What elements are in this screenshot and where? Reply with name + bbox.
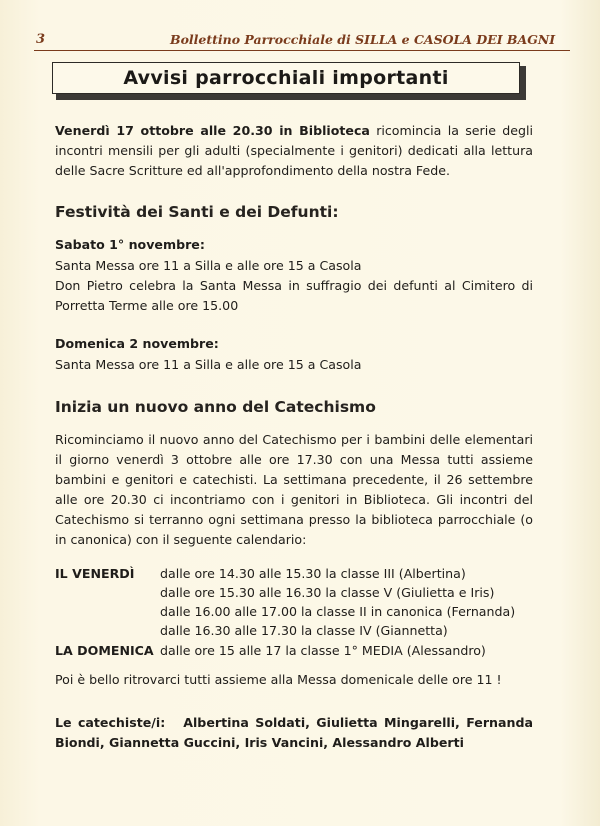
sabato-note-text: Don Pietro celebra la Santa Messa in suffragio dei defunti al Cimitero di Porretta Terme alle ore 15.00 <box>55 278 533 313</box>
bulletin-title: Bollettino Parrocchiale di SILLA e CASOLA DEI BAGNI <box>170 32 556 47</box>
santi-heading: Festività dei Santi e dei Defunti: <box>55 203 339 221</box>
closing-line: Poi è bello ritrovarci tutti assieme alla Messa domenicale delle ore 11 ! <box>55 672 502 687</box>
schedule-row: dalle 16.00 alle 17.00 la classe II in canonica (Fernanda) <box>160 604 516 619</box>
domenica-schedule-label: LA DOMENICA <box>55 643 154 658</box>
intro-paragraph <box>55 121 533 181</box>
page-number: 3 <box>36 32 46 47</box>
sabato-mass: Santa Messa ore 11 a Silla e alle ore 15 a Casola <box>55 258 362 273</box>
catechists-label: Le catechiste/i: <box>55 715 166 730</box>
sabato-label: Sabato 1° novembre: <box>55 237 205 252</box>
intro-text: ricomincia la serie degli incontri mensili per gli adulti (specialmente i genitori) dedicati alla lettura delle Sacre Scritture ed all'approfondimento della nostra Fede. <box>55 123 533 178</box>
header-rule <box>34 50 570 51</box>
schedule-row: dalle ore 15 alle 17 la classe 1° MEDIA (Alessandro) <box>160 643 486 658</box>
catechists-block <box>55 713 533 753</box>
main-title: Avvisi parrocchiali importanti <box>123 67 449 89</box>
catechists-names: Albertina Soldati, Giulietta Mingarelli, Fernanda Biondi, Giannetta Guccini, Iris Vancini, Alessandro Alberti <box>55 715 533 750</box>
catechismo-paragraph-text: Ricominciamo il nuovo anno del Catechismo per i bambini delle elementari il giorno venerdì 3 ottobre alle ore 17.30 con una Messa tutti assieme bambini e genitori e catechisti. La settimana precedente, il 26 settembre alle ore 20.30 ci incontriamo con i genitori in Biblioteca. Gli incontri del Catechismo si terranno ogni settimana presso la biblioteca parrocchiale (o in canonica) con il seguente calendario: <box>55 432 533 547</box>
catechismo-paragraph <box>55 430 533 550</box>
schedule-row: dalle 16.30 alle 17.30 la classe IV (Giannetta) <box>160 623 448 638</box>
schedule-row: dalle ore 14.30 alle 15.30 la classe III (Albertina) <box>160 566 466 581</box>
venerdi-label: IL VENERDÌ <box>55 566 135 581</box>
main-title-box <box>52 62 520 94</box>
domenica-label: Domenica 2 novembre: <box>55 336 219 351</box>
sabato-note <box>55 276 533 316</box>
intro-bold-lead: Venerdì 17 ottobre alle 20.30 in Biblioteca <box>55 123 370 138</box>
catechismo-heading: Inizia un nuovo anno del Catechismo <box>55 398 376 416</box>
schedule-row: dalle ore 15.30 alle 16.30 la classe V (Giulietta e Iris) <box>160 585 495 600</box>
domenica-mass: Santa Messa ore 11 a Silla e alle ore 15 a Casola <box>55 357 362 372</box>
